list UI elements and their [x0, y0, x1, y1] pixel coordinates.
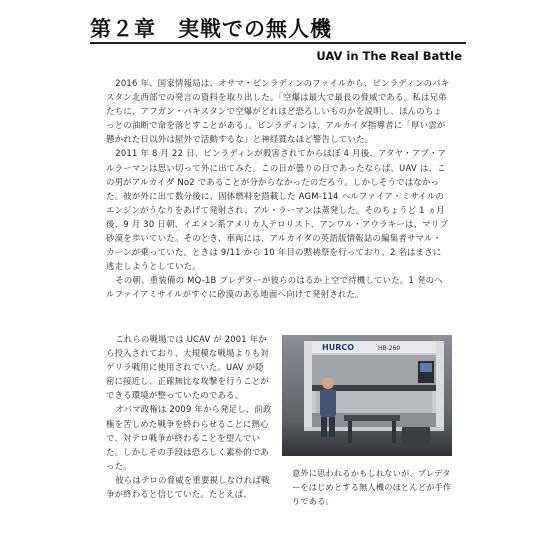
paragraph: その朝、重装備の MQ-1B プレデターが彼らのはるか上空で待機していた。1 発のヘルファイアミサイルがすぐに砂漠のある地面へ向けて発射された。	[106, 275, 443, 300]
paragraph: 2016 年、国家情報局は、オサマ・ビンラディンのファイルから、ビンラディンのパキスタン北西部での発言の資料を取り出した。「空爆は最大で最長の脅威である。私は兄弟たちに、アフガン・パキスタンで空爆がどれほど恐ろしいものかを説明し、ほんのちょっとの油断で命を落とすことがある」。ビンラディンは、アルカイダ指導者に「厚い雲が懸かれた日以外は屋外で活動するな」と神経質なほど警告していた。	[106, 78, 450, 145]
model-label: HB-260	[378, 345, 401, 352]
brand-label: HURCO	[322, 343, 355, 352]
title-divider	[90, 42, 466, 44]
left-column-text	[106, 332, 272, 501]
paragraph: これらの戦場では UCAV が 2001 年から投入されており、大規模な戦場よりも対ゲリラ戦用に使用されていた。UAV が隠密に接近し、正確無比な攻撃を行うことができる環境が整っていたのである。	[106, 334, 269, 401]
paragraph: オバマ政権は 2009 年から発足し、前政権を苦しめた戦争を終わらせることに熱心で、対テロ戦争が終わることを望んでいた。しかしその手段は恐ろしく素朴的であった。	[106, 404, 272, 471]
press-brake-illustration	[282, 335, 452, 456]
paragraph: 2011 年 8 月 22 日、ビンラディンが殺害されてからほぼ 4 月後、アタヤ・アブ・アルラーマンは思い切って外に出てみた。この日が曇りの日であったならば、UAV は、この男がアルカイダ No2 であることが分からなかったのだろう。しかしそうではなかった。彼が外に出て数分後に、固体燃料を搭載した AGM-114 ヘルファイア・ミサイルのエンジンがうなりをあげて発射され、アル・ラーマンは蒸発した。そのちょうど 1 ヵ月後、9 月 30 日朝、イエメン系アメリカ人テロリスト、アンワル・アウラキーは、マリブ砂漠を歩いていた。そのとき、車両には、アルカイダの英語版情報誌の編集者サマル・カーンが乗っていた。ときは 9/11 から 10 年目の黙祷祭を行っており、2 名はまさに逃走しようとしていた。	[106, 148, 449, 272]
chapter-title: 第２章 実戦での無人機	[90, 16, 332, 41]
paragraph: 彼らはテロの脅威を重要視しなければ戦争が終わると信じていた。たとえば、	[106, 474, 270, 500]
figure-caption: 意外に思われるかもしれないが、プレデターをはじめとする無人機のほとんどが手作りである。	[292, 468, 452, 506]
chapter-subtitle: UAV in The Real Battle	[316, 49, 462, 63]
body-text	[106, 76, 450, 302]
factory-photo	[282, 335, 452, 456]
